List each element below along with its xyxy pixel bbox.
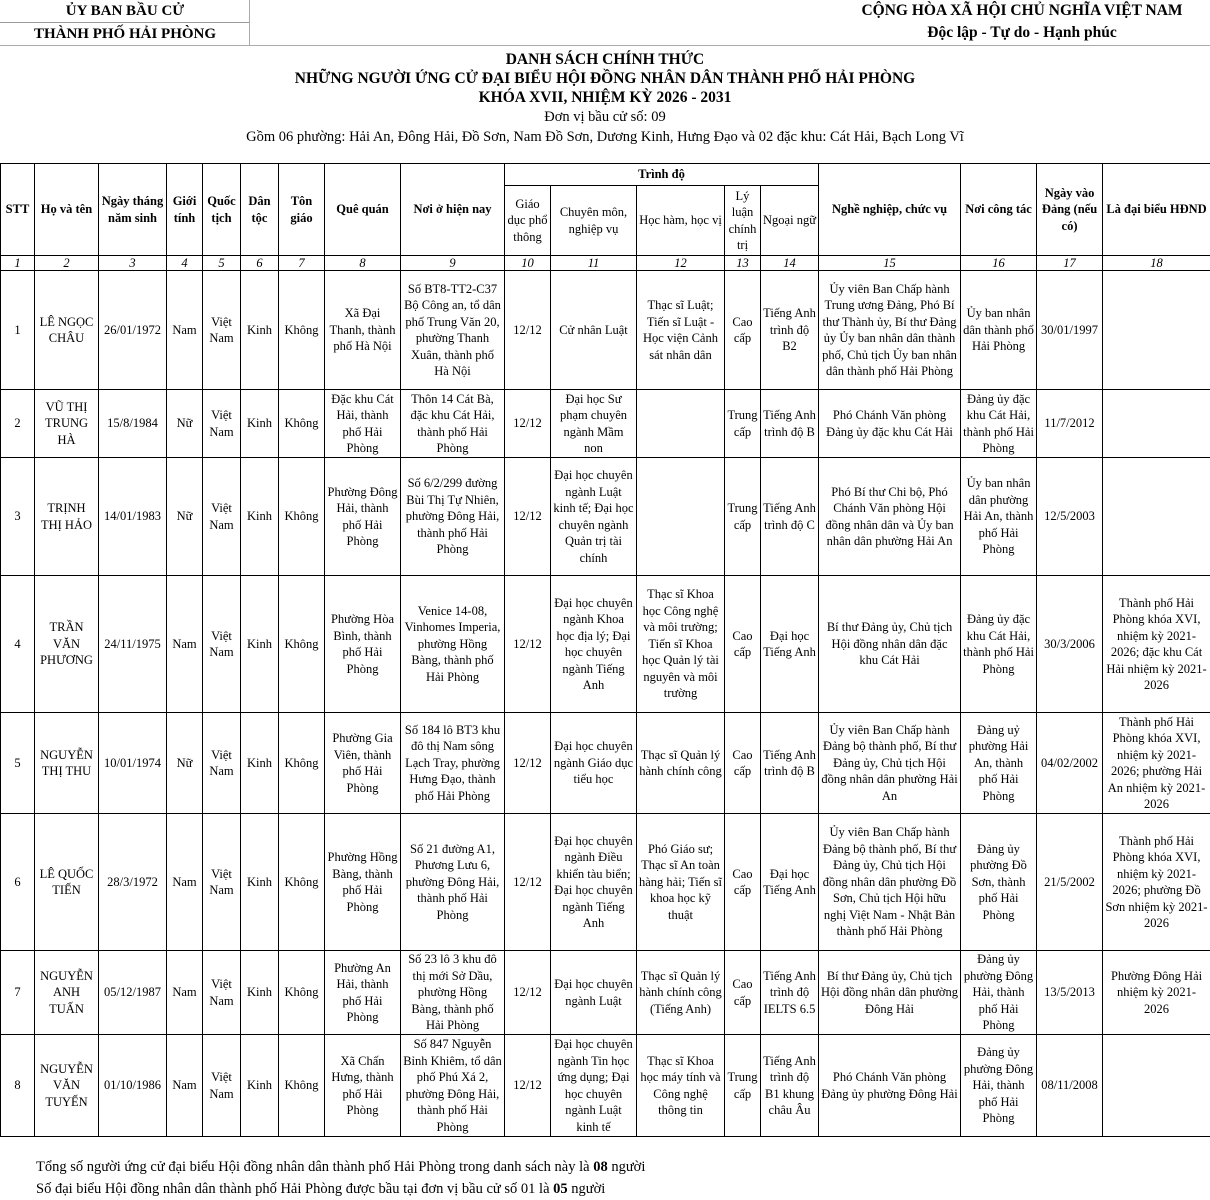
cell-dob: 10/01/1974: [99, 713, 167, 814]
total-candidates-count: 08: [593, 1159, 608, 1175]
cell-foreign-lang: Tiếng Anh trình độ B: [761, 713, 819, 814]
cell-occupation: Bí thư Đảng ủy, Chủ tịch Hội đồng nhân dân đặc khu Cát Hải: [819, 576, 961, 713]
col-dob: Ngày tháng năm sinh: [99, 164, 167, 256]
cell-academic: [637, 390, 725, 458]
table-row: [1, 713, 1210, 814]
seats-suffix: người: [568, 1181, 606, 1197]
col-political: Lý luận chính trị: [725, 186, 761, 256]
cell-religion: Không: [279, 458, 325, 576]
cell-party-date: 04/02/2002: [1037, 713, 1103, 814]
cell-ethnic: Kinh: [241, 390, 279, 458]
cell-hometown: Phường Hồng Bàng, thành phố Hải Phòng: [325, 814, 401, 951]
col-number: 18: [1103, 256, 1210, 271]
title-line2: NHỮNG NGƯỜI ỨNG CỬ ĐẠI BIỂU HỘI ĐỒNG NHÂN DÂN THÀNH PHỐ HẢI PHÒNG: [0, 69, 1210, 88]
col-occupation: Nghề nghiệp, chức vụ: [819, 164, 961, 256]
cell-dob: 01/10/1986: [99, 1035, 167, 1137]
cell-residence: Số 184 lô BT3 khu đô thị Nam sông Lạch Tray, phường Hưng Đạo, thành phố Hải Phòng: [401, 713, 505, 814]
cell-academic: [637, 458, 725, 576]
cell-gender: Nam: [167, 576, 203, 713]
cell-council-member: [1103, 1035, 1210, 1137]
cell-occupation: Ủy viên Ban Chấp hành Đảng bộ thành phố, Bí thư Đảng ủy, Chủ tịch Hội đồng nhân dân phường Hải An: [819, 713, 961, 814]
cell-foreign-lang: Tiếng Anh trình độ C: [761, 458, 819, 576]
electoral-unit: Đơn vị bầu cử số: 09: [0, 107, 1210, 127]
unit-wards: Gồm 06 phường: Hải An, Đông Hải, Đồ Sơn, Nam Đồ Sơn, Dương Kinh, Hưng Đạo và 02 đặc khu: Cát Hải, Bạch Long Vĩ: [0, 127, 1210, 147]
cell-residence: Venice 14-08, Vinhomes Imperia, phường Hồng Bàng, thành phố Hải Phòng: [401, 576, 505, 713]
cell-foreign-lang: Tiếng Anh trình độ B2: [761, 271, 819, 390]
cell-general-edu: 12/12: [505, 390, 551, 458]
cell-general-edu: 12/12: [505, 713, 551, 814]
cell-political: Trung cấp: [725, 458, 761, 576]
cell-nationality: Việt Nam: [203, 951, 241, 1035]
col-professional: Chuyên môn, nghiệp vụ: [551, 186, 637, 256]
col-number: 13: [725, 256, 761, 271]
cell-party-date: 13/5/2013: [1037, 951, 1103, 1035]
col-number: 3: [99, 256, 167, 271]
cell-religion: Không: [279, 951, 325, 1035]
col-number: 17: [1037, 256, 1103, 271]
cell-political: Cao cấp: [725, 814, 761, 951]
cell-religion: Không: [279, 576, 325, 713]
cell-general-edu: 12/12: [505, 814, 551, 951]
cell-professional: Cử nhân Luật: [551, 271, 637, 390]
cell-political: Cao cấp: [725, 576, 761, 713]
national-motto: [842, 0, 1202, 44]
cell-workplace: Đảng ủy phường Đồ Sơn, thành phố Hải Phòng: [961, 814, 1037, 951]
col-gender: Giới tính: [167, 164, 203, 256]
col-number: 11: [551, 256, 637, 271]
cell-nationality: Việt Nam: [203, 458, 241, 576]
col-number: 7: [279, 256, 325, 271]
table-row: [1, 576, 1210, 713]
col-religion: Tôn giáo: [279, 164, 325, 256]
cell-academic: Thạc sĩ Khoa học máy tính và Công nghệ thông tin: [637, 1035, 725, 1137]
cell-general-edu: 12/12: [505, 271, 551, 390]
col-number: 2: [35, 256, 99, 271]
col-number: 9: [401, 256, 505, 271]
cell-name: NGUYỄN VĂN TUYẾN: [35, 1035, 99, 1137]
cell-stt: 5: [1, 713, 35, 814]
cell-party-date: 30/01/1997: [1037, 271, 1103, 390]
col-number: 8: [325, 256, 401, 271]
cell-gender: Nam: [167, 814, 203, 951]
cell-name: NGUYỄN ANH TUẤN: [35, 951, 99, 1035]
cell-political: Trung cấp: [725, 1035, 761, 1137]
cell-stt: 2: [1, 390, 35, 458]
col-number: 6: [241, 256, 279, 271]
cell-hometown: Xã Chấn Hưng, thành phố Hải Phòng: [325, 1035, 401, 1137]
cell-name: TRẦN VĂN PHƯƠNG: [35, 576, 99, 713]
authority-line2: THÀNH PHỐ HẢI PHÒNG: [0, 22, 250, 46]
cell-council-member: [1103, 271, 1210, 390]
issuing-authority: [0, 0, 250, 46]
col-number: 14: [761, 256, 819, 271]
cell-council-member: Thành phố Hải Phòng khóa XVI, nhiệm kỳ 2021-2026; đặc khu Cát Hải nhiệm kỳ 2021-2026: [1103, 576, 1210, 713]
cell-political: Cao cấp: [725, 271, 761, 390]
table-row: [1, 1035, 1210, 1137]
table-row: [1, 814, 1210, 951]
motto: Độc lập - Tự do - Hạnh phúc: [842, 22, 1202, 44]
cell-party-date: 08/11/2008: [1037, 1035, 1103, 1137]
cell-nationality: Việt Nam: [203, 390, 241, 458]
cell-gender: Nam: [167, 271, 203, 390]
cell-gender: Nữ: [167, 390, 203, 458]
cell-general-edu: 12/12: [505, 576, 551, 713]
cell-dob: 15/8/1984: [99, 390, 167, 458]
cell-hometown: Xã Đại Thanh, thành phố Hà Nội: [325, 271, 401, 390]
cell-foreign-lang: Tiếng Anh trình độ B1 khung châu Âu: [761, 1035, 819, 1137]
cell-general-edu: 12/12: [505, 951, 551, 1035]
cell-professional: Đại học chuyên ngành Tin học ứng dụng; Đại học chuyên ngành Luật kinh tế: [551, 1035, 637, 1137]
cell-political: Trung cấp: [725, 390, 761, 458]
cell-ethnic: Kinh: [241, 713, 279, 814]
cell-workplace: Đảng ủy phường Đông Hải, thành phố Hải Phòng: [961, 1035, 1037, 1137]
cell-dob: 24/11/1975: [99, 576, 167, 713]
cell-general-edu: 12/12: [505, 1035, 551, 1137]
cell-dob: 26/01/1972: [99, 271, 167, 390]
cell-ethnic: Kinh: [241, 271, 279, 390]
seats-count: 05: [553, 1181, 568, 1197]
cell-residence: Số 21 đường A1, Phương Lưu 6, phường Đông Hải, thành phố Hải Phòng: [401, 814, 505, 951]
cell-council-member: Phường Đông Hải nhiệm kỳ 2021-2026: [1103, 951, 1210, 1035]
cell-council-member: Thành phố Hải Phòng khóa XVI, nhiệm kỳ 2021-2026; phường Đồ Sơn nhiệm kỳ 2021-2026: [1103, 814, 1210, 951]
cell-name: NGUYỄN THỊ THU: [35, 713, 99, 814]
table-row: [1, 458, 1210, 576]
column-number-row: [1, 256, 1210, 271]
cell-occupation: Ủy viên Ban Chấp hành Trung ương Đảng, Phó Bí thư Thành ủy, Bí thư Đảng ủy Ủy ban nhân dân thành phố, Chủ tịch Ủy ban nhân dân thành phố Hải Phòng: [819, 271, 961, 390]
col-number: 4: [167, 256, 203, 271]
cell-council-member: Thành phố Hải Phòng khóa XVI, nhiệm kỳ 2021-2026; phường Hải An nhiệm kỳ 2021-2026: [1103, 713, 1210, 814]
cell-foreign-lang: Đại học Tiếng Anh: [761, 814, 819, 951]
cell-religion: Không: [279, 814, 325, 951]
cell-professional: Đại học chuyên ngành Luật: [551, 951, 637, 1035]
cell-party-date: 12/5/2003: [1037, 458, 1103, 576]
cell-nationality: Việt Nam: [203, 271, 241, 390]
cell-foreign-lang: Đại học Tiếng Anh: [761, 576, 819, 713]
cell-residence: Số BT8-TT2-C37 Bộ Công an, tổ dân phố Trung Văn 20, phường Thanh Xuân, thành phố Hà Nội: [401, 271, 505, 390]
cell-dob: 05/12/1987: [99, 951, 167, 1035]
cell-nationality: Việt Nam: [203, 713, 241, 814]
cell-academic: Thạc sĩ Quản lý hành chính công: [637, 713, 725, 814]
authority-line1: ỦY BAN BẦU CỬ: [0, 0, 250, 22]
cell-name: LÊ NGỌC CHÂU: [35, 271, 99, 390]
cell-professional: Đại học chuyên ngành Giáo dục tiểu học: [551, 713, 637, 814]
cell-academic: Thạc sĩ Quản lý hành chính công (Tiếng Anh): [637, 951, 725, 1035]
cell-professional: Đại học chuyên ngành Khoa học địa lý; Đại học chuyên ngành Tiếng Anh: [551, 576, 637, 713]
cell-academic: Thạc sĩ Khoa học Công nghệ và môi trường; Tiến sĩ Khoa học Quản lý tài nguyên và môi trường: [637, 576, 725, 713]
col-number: 16: [961, 256, 1037, 271]
cell-stt: 7: [1, 951, 35, 1035]
col-name: Họ và tên: [35, 164, 99, 256]
cell-gender: Nữ: [167, 458, 203, 576]
col-education-group: Trình độ: [505, 164, 819, 186]
cell-hometown: Phường Gia Viên, thành phố Hải Phòng: [325, 713, 401, 814]
cell-religion: Không: [279, 390, 325, 458]
cell-gender: Nữ: [167, 713, 203, 814]
cell-workplace: Ủy ban nhân dân phường Hải An, thành phố Hải Phòng: [961, 458, 1037, 576]
cell-occupation: Ủy viên Ban Chấp hành Đảng bộ thành phố, Bí thư Đảng ủy, Chủ tịch Hội đồng nhân dân phường Đồ Sơn, Chủ tịch Hội hữu nghị Việt Nam - Nhật Bản thành phố Hải Phòng: [819, 814, 961, 951]
cell-party-date: 30/3/2006: [1037, 576, 1103, 713]
col-number: 15: [819, 256, 961, 271]
cell-ethnic: Kinh: [241, 576, 279, 713]
table-row: [1, 390, 1210, 458]
cell-council-member: [1103, 390, 1210, 458]
cell-name: VŨ THỊ TRUNG HÀ: [35, 390, 99, 458]
total-candidates-text: Tổng số người ứng cử đại biểu Hội đồng nhân dân thành phố Hải Phòng trong danh sách này là: [36, 1159, 593, 1175]
cell-hometown: Phường An Hải, thành phố Hải Phòng: [325, 951, 401, 1035]
col-hometown: Quê quán: [325, 164, 401, 256]
col-number: 12: [637, 256, 725, 271]
col-workplace: Nơi công tác: [961, 164, 1037, 256]
cell-professional: Đại học Sư phạm chuyên ngành Mầm non: [551, 390, 637, 458]
cell-ethnic: Kinh: [241, 814, 279, 951]
table-row: [1, 951, 1210, 1035]
cell-occupation: Phó Chánh Văn phòng Đảng ủy phường Đông Hải: [819, 1035, 961, 1137]
cell-political: Cao cấp: [725, 713, 761, 814]
document-title: [0, 50, 1210, 147]
col-residence: Nơi ở hiện nay: [401, 164, 505, 256]
cell-workplace: Ủy ban nhân dân thành phố Hải Phòng: [961, 271, 1037, 390]
cell-religion: Không: [279, 1035, 325, 1137]
cell-gender: Nam: [167, 1035, 203, 1137]
cell-religion: Không: [279, 271, 325, 390]
country-name: CỘNG HÒA XÃ HỘI CHỦ NGHĨA VIỆT NAM: [861, 2, 1182, 19]
cell-party-date: 21/5/2002: [1037, 814, 1103, 951]
table-row: [1, 271, 1210, 390]
cell-general-edu: 12/12: [505, 458, 551, 576]
summary-footer: [36, 1156, 645, 1200]
cell-ethnic: Kinh: [241, 458, 279, 576]
col-stt: STT: [1, 164, 35, 256]
cell-name: LÊ QUỐC TIẾN: [35, 814, 99, 951]
cell-academic: Thạc sĩ Luật; Tiến sĩ Luật - Học viện Cảnh sát nhân dân: [637, 271, 725, 390]
col-number: 1: [1, 256, 35, 271]
col-number: 5: [203, 256, 241, 271]
cell-workplace: Đảng uỷ phường Hải An, thành phố Hải Phòng: [961, 713, 1037, 814]
cell-workplace: Đảng ủy đặc khu Cát Hải, thành phố Hải Phòng: [961, 576, 1037, 713]
cell-stt: 4: [1, 576, 35, 713]
col-party-date: Ngày vào Đảng (nếu có): [1037, 164, 1103, 256]
col-foreign-lang: Ngoại ngữ: [761, 186, 819, 256]
cell-hometown: Phường Hòa Bình, thành phố Hải Phòng: [325, 576, 401, 713]
col-number: 10: [505, 256, 551, 271]
cell-nationality: Việt Nam: [203, 814, 241, 951]
total-candidates-suffix: người: [608, 1159, 646, 1175]
title-line3: KHÓA XVII, NHIỆM KỲ 2026 - 2031: [0, 88, 1210, 107]
cell-workplace: Đảng ủy đặc khu Cát Hải, thành phố Hải Phòng: [961, 390, 1037, 458]
cell-residence: Số 6/2/299 đường Bùi Thị Tự Nhiên, phường Đông Hải, thành phố Hải Phòng: [401, 458, 505, 576]
col-council-member: Là đại biểu HĐND: [1103, 164, 1210, 256]
cell-ethnic: Kinh: [241, 951, 279, 1035]
header-divider-horizontal: [0, 45, 1210, 46]
col-ethnic: Dân tộc: [241, 164, 279, 256]
cell-hometown: Đặc khu Cát Hải, thành phố Hải Phòng: [325, 390, 401, 458]
cell-professional: Đại học chuyên ngành Điều khiển tàu biển; Đại học chuyên ngành Tiếng Anh: [551, 814, 637, 951]
cell-occupation: Phó Bí thư Chi bộ, Phó Chánh Văn phòng Hội đồng nhân dân và Ủy ban nhân dân phường Hải An: [819, 458, 961, 576]
cell-residence: Thôn 14 Cát Bà, đặc khu Cát Hải, thành phố Hải Phòng: [401, 390, 505, 458]
cell-academic: Phó Giáo sư; Thạc sĩ An toàn hàng hải; Tiến sĩ khoa học kỹ thuật: [637, 814, 725, 951]
header-divider-vertical: [249, 0, 250, 46]
cell-stt: 8: [1, 1035, 35, 1137]
title-line1: DANH SÁCH CHÍNH THỨC: [0, 50, 1210, 69]
seats-text: Số đại biểu Hội đồng nhân dân thành phố Hải Phòng được bầu tại đơn vị bầu cử số 01 là: [36, 1181, 553, 1197]
total-candidates-line: [36, 1156, 645, 1178]
cell-workplace: Đảng ủy phường Đông Hải, thành phố Hải Phòng: [961, 951, 1037, 1035]
cell-ethnic: Kinh: [241, 1035, 279, 1137]
cell-stt: 6: [1, 814, 35, 951]
cell-professional: Đại học chuyên ngành Luật kinh tế; Đại học chuyên ngành Quản trị tài chính: [551, 458, 637, 576]
cell-dob: 28/3/1972: [99, 814, 167, 951]
cell-hometown: Phường Đông Hải, thành phố Hải Phòng: [325, 458, 401, 576]
cell-occupation: Phó Chánh Văn phòng Đảng ủy đặc khu Cát Hải: [819, 390, 961, 458]
cell-stt: 3: [1, 458, 35, 576]
col-general-edu: Giáo dục phổ thông: [505, 186, 551, 256]
cell-stt: 1: [1, 271, 35, 390]
cell-residence: Số 847 Nguyễn Bỉnh Khiêm, tổ dân phố Phú Xá 2, phường Đông Hải, thành phố Hải Phòng: [401, 1035, 505, 1137]
cell-council-member: [1103, 458, 1210, 576]
cell-foreign-lang: Tiếng Anh trình độ IELTS 6.5: [761, 951, 819, 1035]
col-nationality: Quốc tịch: [203, 164, 241, 256]
cell-gender: Nam: [167, 951, 203, 1035]
cell-occupation: Bí thư Đảng ủy, Chủ tịch Hội đồng nhân dân phường Đông Hải: [819, 951, 961, 1035]
cell-name: TRỊNH THỊ HẢO: [35, 458, 99, 576]
cell-nationality: Việt Nam: [203, 576, 241, 713]
cell-residence: Số 23 lô 3 khu đô thị mới Sở Dầu, phường Hồng Bàng, thành phố Hải Phòng: [401, 951, 505, 1035]
cell-party-date: 11/7/2012: [1037, 390, 1103, 458]
cell-political: Cao cấp: [725, 951, 761, 1035]
candidate-table: [0, 163, 1210, 1137]
cell-foreign-lang: Tiếng Anh trình độ B: [761, 390, 819, 458]
cell-nationality: Việt Nam: [203, 1035, 241, 1137]
cell-dob: 14/01/1983: [99, 458, 167, 576]
col-academic: Học hàm, học vị: [637, 186, 725, 256]
cell-religion: Không: [279, 713, 325, 814]
